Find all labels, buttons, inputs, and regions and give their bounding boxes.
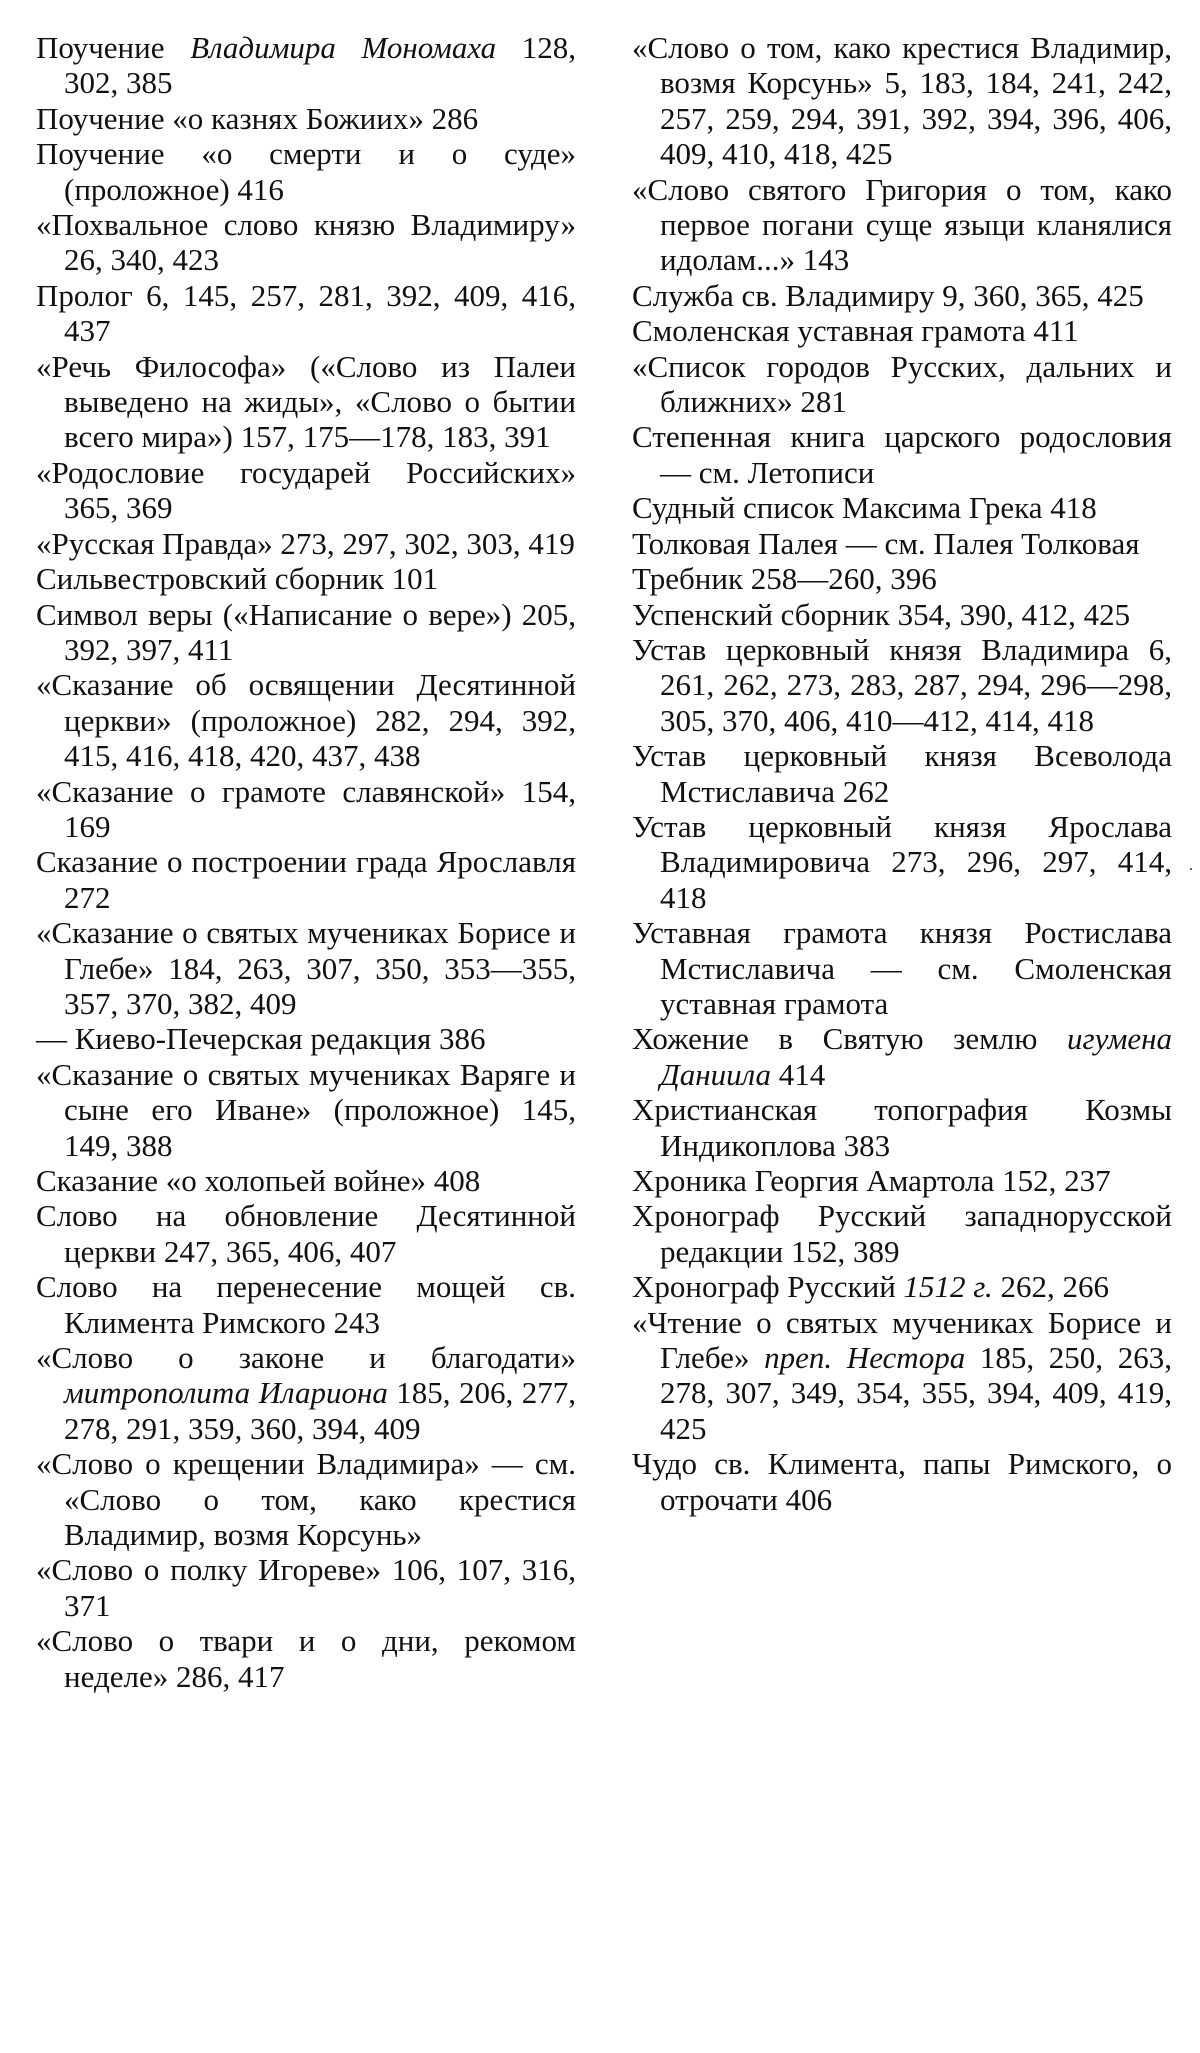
index-entry <box>36 349 576 455</box>
index-entry <box>632 1446 1172 1517</box>
index-entry-text: Символ веры («Написание о вере») 205, 392, 397, 411 <box>36 596 576 667</box>
index-entry <box>632 1269 1172 1304</box>
index-entry-italic-text: Владимира Мономаха <box>190 30 497 65</box>
index-entry-text: «Слово святого Григория о том, како первое погани суще языци кланялися идолам...» 143 <box>632 171 1172 278</box>
index-entry <box>36 844 576 915</box>
index-entry-text: 262, 266 <box>992 1269 1109 1305</box>
index-entry-text: Сильвестровский сборник 101 <box>36 561 439 597</box>
index-entry <box>36 774 576 845</box>
index-entry <box>36 1021 576 1056</box>
index-entry-text: Судный список Максима Грека 418 <box>632 490 1097 526</box>
index-entry-text: Служба св. Владимиру 9, 360, 365, 425 <box>632 277 1144 313</box>
index-entry-text: Устав церковный князя Владимира 6, 261, 262, 273, 283, 287, 294, 296—298, 305, 370, 406, 410—412, 414, 418 <box>632 631 1172 738</box>
index-entry <box>36 526 576 561</box>
index-entry <box>36 1340 576 1446</box>
index-entry-text: Толковая Палея — см. Палея Толковая <box>632 525 1140 561</box>
index-entry-text: «Слово о крещении Владимира» — см. «Слово о том, како крестися Владимир, возмя Корсунь» <box>36 1446 576 1553</box>
index-entry-text: Степенная книга царского родословия — см. Летописи <box>632 419 1172 490</box>
index-entry-italic-text: игумена Даниила <box>660 1021 1172 1092</box>
index-entry <box>36 136 576 207</box>
index-entry-text: «Сказание об освящении Десятинной церкви» (проложное) 282, 294, 392, 415, 416, 418, 420, 437, 438 <box>36 667 576 774</box>
index-entry <box>632 1163 1172 1198</box>
index-entry <box>632 738 1172 809</box>
index-entry <box>36 30 576 101</box>
index-entry-italic-text: преп. Нестора <box>764 1340 966 1376</box>
index-entry-text: Хожение в Святую землю <box>632 1021 1067 1057</box>
index-entry-text: «Чтение о святых мучениках Борисе и Глебе» <box>632 1304 1172 1376</box>
index-entry-text: 128, 302, 385 <box>64 30 576 101</box>
index-entry-text: «Похвальное слово князю Владимиру» 26, 340, 423 <box>36 207 576 278</box>
index-entry-italic-text: митрополита Илариона <box>64 1375 388 1411</box>
index-entry-text: Хронограф Русский <box>632 1269 904 1305</box>
index-entry-text: Хроника Георгия Амартола 152, 237 <box>632 1163 1111 1198</box>
index-entry <box>36 1198 576 1269</box>
index-entry <box>36 597 576 668</box>
index-entry <box>632 597 1172 632</box>
index-entry-text: 185, 206, 277, 278, 291, 359, 360, 394, 409 <box>64 1375 577 1446</box>
index-entry-text: 185, 250, 263, 278, 307, 349, 354, 355, 394, 409, 419, 425 <box>660 1340 1172 1446</box>
index-entry <box>36 1446 576 1552</box>
index-entry-text: Поучение «о казнях Божиих» 286 <box>36 100 479 136</box>
index-entry <box>632 172 1172 278</box>
index-entry-text: «Слово о законе и благодати» <box>36 1340 576 1376</box>
index-entry-text: 414 <box>771 1056 826 1092</box>
index-entry-text: Сказание «о холопьей войне» 408 <box>36 1163 481 1198</box>
index-entry <box>632 419 1172 490</box>
index-entry-text: Смоленская уставная грамота 411 <box>632 313 1079 349</box>
index-entry-text: Хронограф Русский западнорусской редакции 152, 389 <box>632 1198 1172 1269</box>
index-entry-text: Уставная грамота князя Ростислава Мстиславича — см. Смоленская уставная грамота <box>632 915 1172 1021</box>
index-entry-text: Требник 258—260, 396 <box>632 561 937 597</box>
index-entry <box>36 667 576 773</box>
index-entry-text: «Список городов Русских, дальних и ближних» 281 <box>632 348 1172 420</box>
index-entry-text: Устав церковный князя Всеволода Мстиславича 262 <box>632 738 1172 809</box>
index-entry <box>36 1623 576 1694</box>
index-entry <box>632 915 1172 1021</box>
index-entry-text: Слово на перенесение мощей св. Климента Римского 243 <box>36 1269 576 1340</box>
index-entry <box>632 1198 1172 1269</box>
index-entry-text: «Сказание о святых мучениках Борисе и Глебе» 184, 263, 307, 350, 353—355, 357, 370, 382, 409 <box>36 915 576 1021</box>
index-entry <box>632 561 1172 596</box>
index-entry-text: Поучение <box>36 30 191 65</box>
index-entry-text: «Слово о полку Игореве» 106, 107, 316, 371 <box>36 1552 576 1623</box>
index-entry <box>36 1552 576 1623</box>
index-entry <box>632 1092 1172 1163</box>
index-entry-text: «Слово о твари и о дни, рекомом неделе» 286, 417 <box>36 1623 576 1694</box>
index-entry <box>36 1269 576 1340</box>
index-entry-text: Устав церковный князя Ярослава Владимировича 273, 296, 297, 414, 418 <box>632 808 1172 915</box>
index-entry <box>632 526 1172 561</box>
index-entry-text: Успенский сборник 354, 390, 412, 425 <box>632 596 1131 632</box>
index-entry <box>632 1305 1172 1447</box>
index-entry-italic-text: 1512 г. <box>903 1269 993 1305</box>
index-entry <box>36 101 576 136</box>
index-entry <box>632 490 1172 525</box>
index-entry <box>36 455 576 526</box>
index-entry-text: «Родословие государей Российских» 365, 369 <box>36 454 576 526</box>
index-entry <box>632 632 1172 738</box>
index-entry <box>632 278 1172 313</box>
print-speck <box>1190 868 1192 870</box>
index-entry <box>36 915 576 1021</box>
index-entry <box>632 809 1172 915</box>
index-entry <box>36 278 576 349</box>
index-column-left <box>36 30 576 1694</box>
index-entry-text: Поучение «о смерти и о суде» (проложное) 416 <box>36 136 576 207</box>
index-entry-text: Сказание о построении града Ярославля 272 <box>36 844 576 915</box>
index-entry <box>632 30 1172 172</box>
index-column-right <box>632 30 1172 1517</box>
index-entry-text: Чудо св. Климента, папы Римского, о отрочати 406 <box>632 1446 1172 1517</box>
index-entry <box>36 1057 576 1163</box>
index-entry <box>632 1021 1172 1092</box>
index-entry <box>36 1163 576 1198</box>
index-entry <box>36 561 576 596</box>
index-entry-text: «Сказание о святых мучениках Варяге и сыне его Иване» (проложное) 145, 149, 388 <box>36 1056 576 1163</box>
index-entry-text: Слово на обновление Десятинной церкви 247, 365, 406, 407 <box>36 1198 576 1269</box>
index-entry-text: Пролог 6, 145, 257, 281, 392, 409, 416, 437 <box>36 277 576 349</box>
index-entry <box>36 207 576 278</box>
index-entry-text: «Речь Философа» («Слово из Палеи выведено на жиды», «Слово о бытии всего мира») 157, 175—178, 183, 391 <box>36 348 576 455</box>
index-entry-text: «Слово о том, како крестися Владимир, возмя Корсунь» 5, 183, 184, 241, 242, 257, 259, 294, 391, 392, 394, 396, 406, 409, 410, 418, 425 <box>632 30 1172 172</box>
index-entry <box>632 313 1172 348</box>
index-entry-text: «Русская Правда» 273, 297, 302, 303, 419 <box>36 525 575 561</box>
index-entry-text: — Киево-Печерская редакция 386 <box>36 1021 486 1057</box>
index-entry-text: Христианская топография Козмы Индикоплова 383 <box>632 1092 1172 1163</box>
index-entry <box>632 349 1172 420</box>
index-entry-text: «Сказание о грамоте славянской» 154, 169 <box>36 773 576 844</box>
